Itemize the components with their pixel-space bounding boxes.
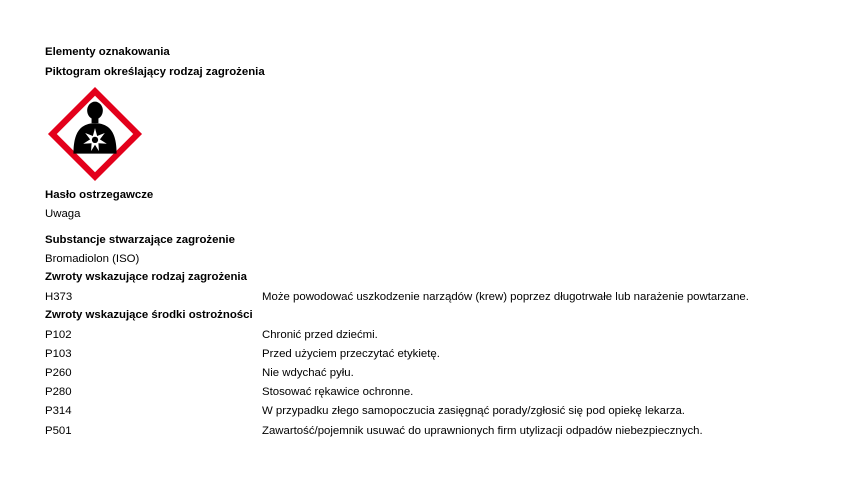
precautionary-code: P314 — [45, 405, 72, 417]
hazardous-substances-label: Substancje stwarzające zagrożenie — [45, 234, 235, 246]
precautionary-code: P501 — [45, 425, 72, 437]
section-title: Elementy oznakowania — [45, 46, 170, 58]
hazard-statement-code: H373 — [45, 291, 73, 303]
precautionary-text: Chronić przed dziećmi. — [262, 329, 378, 341]
precautionary-text: Nie wdychać pyłu. — [262, 367, 354, 379]
precautionary-text: Stosować rękawice ochronne. — [262, 386, 414, 398]
hazardous-substances-value: Bromadiolon (ISO) — [45, 253, 140, 265]
precautionary-statements-label: Zwroty wskazujące środki ostrożności — [45, 309, 253, 321]
health-hazard-icon — [46, 85, 144, 183]
pictogram-title: Piktogram określający rodzaj zagrożenia — [45, 66, 265, 78]
signal-word-value: Uwaga — [45, 208, 81, 220]
precautionary-code: P103 — [45, 348, 72, 360]
precautionary-code: P102 — [45, 329, 72, 341]
hazard-statement-text: Może powodować uszkodzenie narządów (krew) poprzez długotrwałe lub narażenie powtarzane. — [262, 291, 749, 303]
hazard-statements-label: Zwroty wskazujące rodzaj zagrożenia — [45, 271, 247, 283]
precautionary-text: W przypadku złego samopoczucia zasięgnąć porady/zgłosić się pod opiekę lekarza. — [262, 405, 685, 417]
precautionary-code: P280 — [45, 386, 72, 398]
precautionary-text: Przed użyciem przeczytać etykietę. — [262, 348, 440, 360]
precautionary-text: Zawartość/pojemnik usuwać do uprawnionych firm utylizacji odpadów niebezpiecznych. — [262, 425, 703, 437]
signal-word-label: Hasło ostrzegawcze — [45, 189, 154, 201]
precautionary-code: P260 — [45, 367, 72, 379]
